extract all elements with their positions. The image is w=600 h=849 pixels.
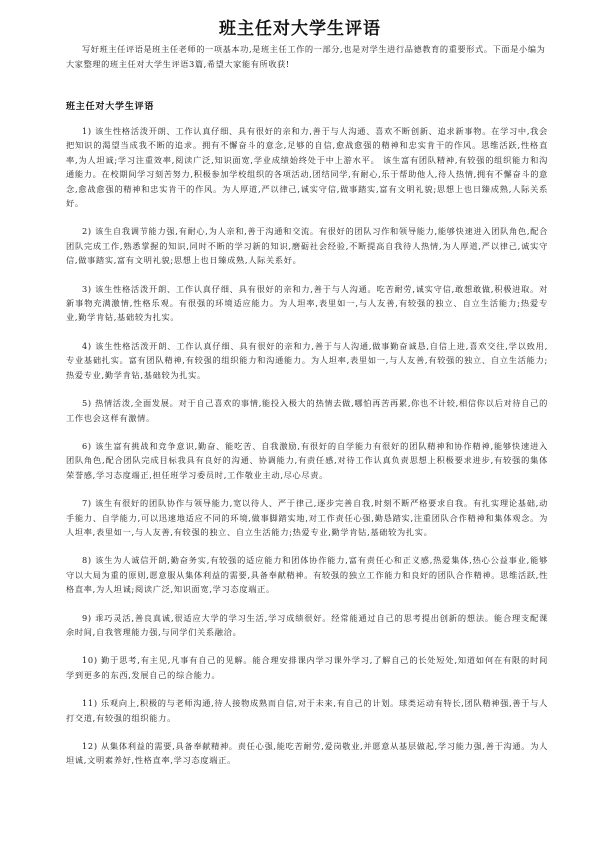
comment-paragraph-1: 1) 该生性格活泼开朗、工作认真仔细、具有很好的亲和力,善于与人沟通、喜欢不断创新、追求新事物。在学习中,我会把知识的渴望当成我不断的追求。拥有不懈奋斗的意念,足够的自信,愈战愈强的精神和忠实肯干的作风。思维活跃,性格直率,为人坦诚;学习注重效率,阅读广泛,知识面宽,学业成绩始终处于中上游水平。 该生富有团队精神,有较强的组织能力和沟通能力。在校期间学习刻苦努力,积极参加学校组织的各项活动,团结同学,有耐心,乐于帮助他人,待人热情,拥有不懈奋斗的意念,愈战愈强的精神和忠实肯干的作风。为人厚道,严以律己,诚实守信,做事踏实,富有文明礼貌;思想上也日臻成熟,人际关系好。 (66, 126, 548, 209)
comment-paragraph-8: 8) 该生为人诚信开朗,勤奋务实,有较强的适应能力和团体协作能力,富有责任心和正义感,热爱集体,热心公益事业,能够守以大局为重的原则,愿意服从集体利益的需要,具备奉献精神。有较强的独立工作能力和良好的团队合作精神。思维活跃,性格直率,为人坦诚;阅读广泛,知识面宽,学习态度端正。 (66, 555, 548, 595)
comment-paragraph-2: 2) 该生自我调节能力强,有耐心,为人亲和,善于沟通和交流。有很好的团队习作和领导能力,能够快速进入团队角色,配合团队完成工作,熟悉掌握的知识,同时不断的学习新的知识,磨砺社会经验,不断提高自我待人热情,为人厚道,严以律己,诚实守信,做事踏实,富有文明礼貌;思想上也日臻成熟,人际关系好。 (66, 226, 548, 266)
comment-paragraph-10: 10) 勤于思考,有主见,凡事有自己的见解。能合理安排课内学习课外学习,了解自己的长处短处,知道如何在有限的时间学到更多的东西,发展自己的综合能力。 (66, 655, 548, 680)
comment-paragraph-4: 4) 该生性格活泼开朗、工作认真仔细、具有很好的亲和力,善于与人沟通,做事勤奋诚恳,自信上进,喜欢交往,学以致用,专业基础扎实。富有团队精神,有较强的组织能力和沟通能力。为人坦率,表里如一,与人友善,有较强的独立、自立生活能力;热爱专业,勤学肯钻,基础较为扎实。 (66, 340, 548, 380)
comment-paragraph-7: 7) 该生有很好的团队协作与领导能力,宽以待人、严于律己,逐步完善自我,时刻不断严格要求自我。有扎实理论基础,动手能力、自学能力,可以迅速地适应不同的环境,做事脚踏实地,对工作责任心强,勤恳踏实,注重团队合作精神和集体观念。为人坦率,表里如一,与人友善,有较强的独立、自立生活能力;热爱专业,勤学肯钻,基础较为扎实。 (66, 498, 548, 537)
comment-paragraph-3: 3) 该生性格活泼开朗、工作认真仔细、具有很好的亲和力,善于与人沟通。吃苦耐劳,诚实守信,敢想敢做,积极进取。对新事物充满激情,性格乐观。有很强的环境适应能力。为人坦率,表里如一,与人友善,有较强的独立、自立生活能力;热爱专业,勤学肯钻,基础较为扎实。 (66, 283, 548, 323)
comment-paragraph-5: 5) 热情活泼,全面发展。对于自己喜欢的事情,能投入极大的热情去做,哪怕再苦再累,你也不计较,相信你以后对待自己的工作也会这样有激情。 (66, 398, 548, 423)
comment-paragraph-12: 12) 从集体利益的需要,具备奉献精神。责任心强,能吃苦耐劳,爱岗敬业,并愿意从基层做起,学习能力强,善于沟通。为人坦诚,文明素养好,性格直率,学习态度端正。 (66, 741, 548, 766)
comment-paragraph-6: 6) 该生富有挑战和竞争意识,勤奋、能吃苦、自我激励,有很好的自学能力有很好的团队精神和协作精神,能够快速进入团队角色,配合团队完成目标我具有良好的沟通、协调能力,有责任感,对待工作认真负责思想上积极要求进步,有较强的集体荣誉感,学习态度端正,担任班学习委员时,工作敬业主动,尽心尽责。 (66, 440, 548, 480)
comment-paragraph-9: 9) 乖巧灵活,善良真诚,很适应大学的学习生活,学习成绩很好。经常能通过自己的思考提出创新的想法。能合理支配课余时间,自我管理能力强,与同学们关系融洽。 (66, 612, 548, 637)
comment-paragraph-11: 11) 乐观向上,积极的与老师沟通,待人接物成熟而自信,对于未来,有自己的计划。球类运动有特长,团队精神强,善于与人打交道,有较强的组织能力。 (66, 698, 548, 723)
section-heading: 班主任对大学生评语 (66, 102, 155, 112)
intro-paragraph: 写好班主任评语是班主任老师的一项基本功,是班主任工作的一部分,也是对学生进行品德教育的重要形式。下面是小编为大家整理的班主任对大学生评语3篇,希望大家能有所收获! (66, 44, 546, 69)
page-title: 班主任对大学生评语 (219, 19, 381, 39)
comment-list (66, 124, 548, 782)
